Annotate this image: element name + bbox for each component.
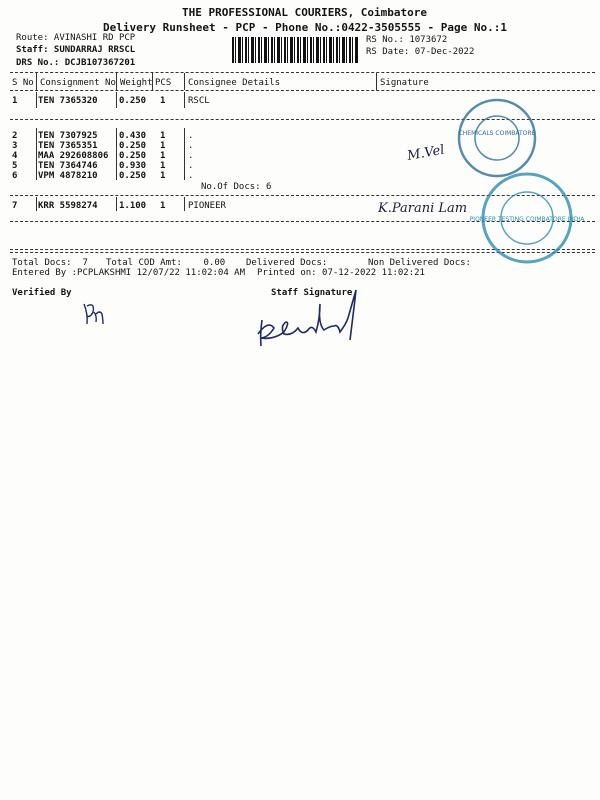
row-sep — [116, 92, 117, 108]
rs-date: RS Date: 07-Dec-2022 — [366, 47, 475, 57]
total-cod: Total COD Amt: 0.00 — [106, 258, 226, 268]
stamp-chemicals — [459, 100, 536, 176]
row-sep — [184, 197, 185, 211]
col-weight: Weight — [120, 78, 153, 88]
row-sep — [36, 92, 37, 108]
runsheet-subtitle: Delivery Runsheet - PCP - Phone No.:0422-3505555 - Page No.:1 — [103, 21, 507, 34]
row-4-details: . — [188, 151, 194, 161]
col-sep — [376, 73, 377, 90]
row-sep — [36, 128, 37, 180]
row-2-details: . — [188, 131, 194, 141]
row-3-cons: TEN 7365351 — [38, 141, 98, 151]
row-6-sno: 6 — [12, 171, 18, 181]
row-1-sno: 1 — [12, 96, 18, 106]
row-7-weight: 1.100 — [119, 201, 147, 211]
row-6-pcs: 1 — [160, 171, 166, 181]
row-sep — [116, 128, 117, 180]
row-5-details: . — [188, 161, 194, 171]
route-label: Route: AVINASHI RD PCP — [16, 33, 136, 43]
col-sep — [36, 73, 37, 90]
delivered-docs: Delivered Docs: — [246, 258, 328, 268]
row-1-details: RSCL — [188, 96, 210, 106]
row-sep — [116, 197, 117, 211]
row-sep — [36, 197, 37, 211]
company-name: THE PROFESSIONAL COURIERS, Coimbatore — [182, 6, 428, 19]
col-sep — [152, 73, 153, 90]
row-5-sno: 5 — [12, 161, 18, 171]
row-sep — [184, 128, 185, 180]
col-pcs: PCS — [155, 78, 172, 88]
row-sep — [184, 92, 185, 108]
verified-by-label: Verified By — [12, 288, 72, 298]
staff-label: Staff: SUNDARRAJ RRSCL — [16, 45, 136, 55]
row-rule — [10, 221, 595, 222]
row-6-weight: 0.250 — [119, 171, 147, 181]
handwritten-sig-2: K.Parani Lam — [378, 201, 468, 216]
row-2-weight: 0.430 — [119, 131, 147, 141]
row-rule — [10, 195, 595, 196]
group-docs-count: No.Of Docs: 6 — [201, 182, 272, 192]
row-4-weight: 0.250 — [119, 151, 147, 161]
row-3-pcs: 1 — [160, 141, 166, 151]
footer-rule — [10, 252, 595, 253]
stamp-2-text: PIONEER TESTING COIMBATORE INDIA — [469, 216, 585, 223]
entered-by: Entered By :PCPLAKSHMI 12/07/22 11:02:04 AM — [12, 268, 245, 278]
row-7-details: PIONEER — [188, 201, 226, 211]
row-1-weight: 0.250 — [119, 96, 147, 106]
col-sep — [184, 73, 185, 90]
row-6-cons: VPM 4878210 — [38, 171, 98, 181]
row-4-cons: MAA 292608806 — [38, 151, 109, 161]
row-7-pcs: 1 — [160, 201, 166, 211]
col-sno: S No — [12, 78, 34, 88]
staff-signature-label: Staff Signature — [271, 288, 353, 298]
staff-signature — [258, 290, 356, 346]
row-6-details: . — [188, 171, 194, 181]
row-7-cons: KRR 5598274 — [38, 201, 98, 211]
row-5-weight: 0.930 — [119, 161, 147, 171]
row-1-pcs: 1 — [160, 96, 166, 106]
rs-number: RS No.: 1073672 — [366, 35, 448, 45]
row-3-weight: 0.250 — [119, 141, 147, 151]
row-rule — [10, 119, 595, 120]
row-2-cons: TEN 7307925 — [38, 131, 98, 141]
row-1-cons: TEN 7365320 — [38, 96, 98, 106]
barcode — [232, 37, 358, 63]
col-consignee: Consignee Details — [188, 78, 281, 88]
stamp-1-text: CHEMICALS COIMBATORE — [458, 130, 536, 137]
row-5-pcs: 1 — [160, 161, 166, 171]
row-5-cons: TEN 7364746 — [38, 161, 98, 171]
col-signature: Signature — [380, 78, 429, 88]
col-consignment: Consignment No — [40, 78, 116, 88]
footer-rule — [10, 249, 595, 250]
header-bottom-rule — [10, 90, 595, 91]
row-3-details: . — [188, 141, 194, 151]
row-7-sno: 7 — [12, 201, 18, 211]
col-sep — [116, 73, 117, 90]
row-2-pcs: 1 — [160, 131, 166, 141]
handwritten-sig-1: M.Vel — [406, 142, 446, 164]
row-2-sno: 2 — [12, 131, 18, 141]
header-top-rule — [10, 72, 595, 73]
printed-on: Printed on: 07-12-2022 11:02:21 — [257, 268, 425, 278]
total-docs: Total Docs: 7 — [12, 258, 88, 268]
row-4-pcs: 1 — [160, 151, 166, 161]
drs-number: DRS No.: DCJB107367201 — [16, 58, 136, 68]
verified-signature — [84, 304, 103, 324]
row-3-sno: 3 — [12, 141, 18, 151]
non-delivered-docs: Non Delivered Docs: — [368, 258, 471, 268]
row-4-sno: 4 — [12, 151, 18, 161]
